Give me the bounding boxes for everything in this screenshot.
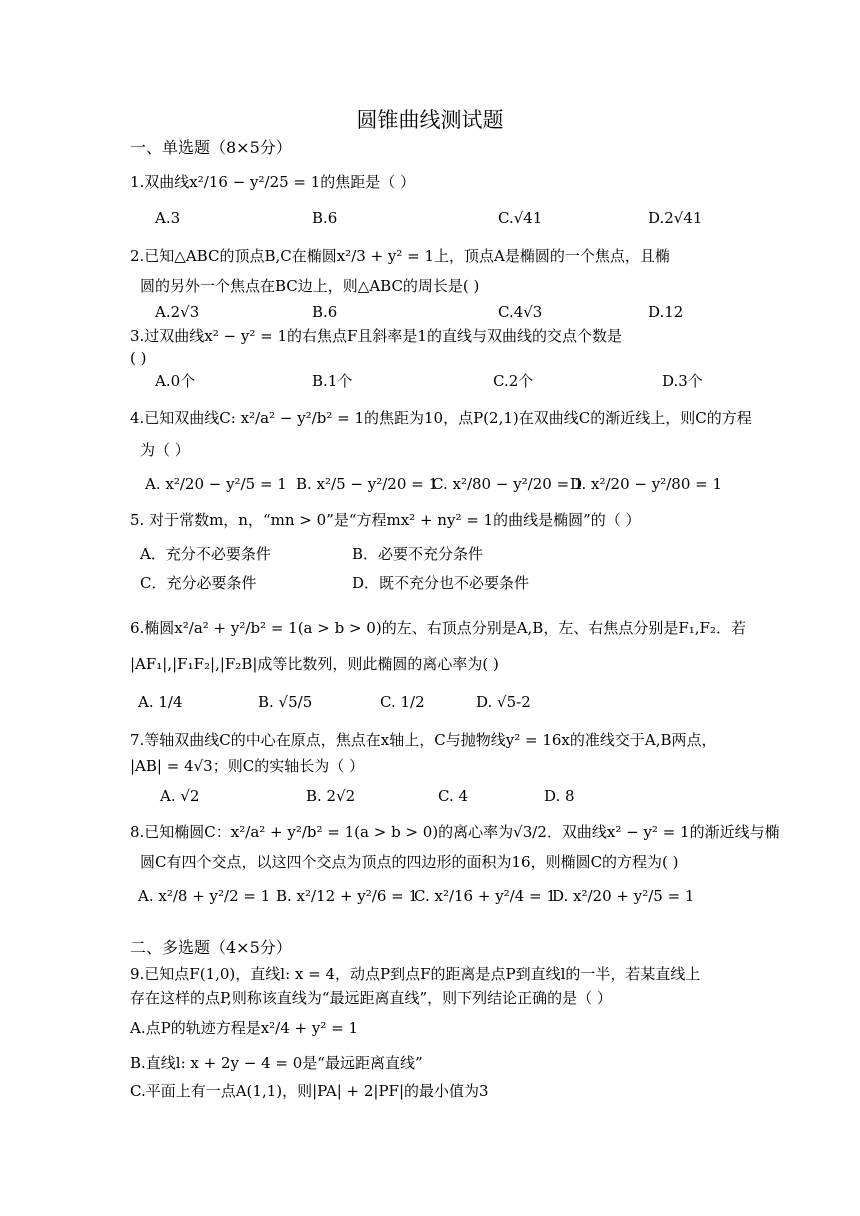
q6-option-b: B. √5/5 bbox=[258, 693, 313, 711]
question-8-line-1: 8.已知椭圆C：x²/a² + y²/b² = 1(a > b > 0)的离心率为√3/2．双曲线x² − y² = 1的渐近线与椭 bbox=[130, 823, 780, 841]
q7-option-c: C. 4 bbox=[438, 787, 469, 805]
question-7-line-1: 7.等轴双曲线C的中心在原点，焦点在x轴上，C与抛物线y² = 16x的准线交于A,B两点， bbox=[130, 731, 717, 749]
question-4-line-1: 4.已知双曲线C: x²/a² − y²/b² = 1的焦距为10，点P(2,1)在双曲线C的渐近线上，则C的方程 bbox=[130, 409, 752, 427]
q2-option-a: A.2√3 bbox=[155, 303, 200, 321]
q8-option-d: D. x²/20 + y²/5 = 1 bbox=[552, 887, 695, 905]
question-9-line-2: 存在这样的点P,则称该直线为“最远距离直线”，则下列结论正确的是（ ） bbox=[130, 989, 612, 1007]
q5-option-c: C．充分必要条件 bbox=[140, 574, 257, 592]
question-2-line-2: 圆的另外一个焦点在BC边上，则△ABC的周长是( ) bbox=[140, 277, 480, 295]
q1-option-d: D.2√41 bbox=[648, 209, 703, 227]
question-5: 5. 对于常数m，n，“mn > 0”是“方程mx² + ny² = 1的曲线是椭圆”的（ ） bbox=[130, 511, 641, 529]
q4-option-b: B. x²/5 − y²/20 = 1 bbox=[296, 475, 439, 493]
q2-option-d: D.12 bbox=[648, 303, 684, 321]
q9-option-a: A.点P的轨迹方程是x²/4 + y² = 1 bbox=[130, 1019, 359, 1037]
q5-option-a: A．充分不必要条件 bbox=[140, 545, 271, 563]
q3-option-c: C.2个 bbox=[493, 372, 534, 390]
q8-option-a: A. x²/8 + y²/2 = 1 bbox=[138, 887, 271, 905]
q6-option-a: A. 1/4 bbox=[138, 693, 183, 711]
q7-option-d: D. 8 bbox=[544, 787, 575, 805]
question-2-line-1: 2.已知△ABC的顶点B,C在椭圆x²/3 + y² = 1上，顶点A是椭圆的一个焦点，且椭 bbox=[130, 247, 670, 265]
q2-option-c: C.4√3 bbox=[498, 303, 543, 321]
question-6-line-2: |AF₁|,|F₁F₂|,|F₂B|成等比数列，则此椭圆的离心率为( ) bbox=[130, 655, 499, 673]
q6-option-d: D. √5-2 bbox=[476, 693, 531, 711]
q8-option-c: C. x²/16 + y²/4 = 1 bbox=[414, 887, 556, 905]
q4-option-c: C. x²/80 − y²/20 = 1 bbox=[432, 475, 584, 493]
question-8-line-2: 圆C有四个交点，以这四个交点为顶点的四边形的面积为16，则椭圆C的方程为( ) bbox=[140, 853, 679, 871]
question-9-line-1: 9.已知点F(1,0)，直线l: x = 4，动点P到点F的距离是点P到直线l的一半，若某直线上 bbox=[130, 965, 701, 983]
section-heading-single-choice: 一、单选题（8×5分） bbox=[130, 138, 292, 157]
q7-option-a: A. √2 bbox=[160, 787, 200, 805]
question-3-line-1: 3.过双曲线x² − y² = 1的右焦点F且斜率是1的直线与双曲线的交点个数是 bbox=[130, 327, 622, 345]
q2-option-b: B.6 bbox=[312, 303, 338, 321]
q1-option-c: C.√41 bbox=[498, 209, 543, 227]
question-6-line-1: 6.椭圆x²/a² + y²/b² = 1(a > b > 0)的左、右顶点分别是A,B，左、右焦点分别是F₁,F₂．若 bbox=[130, 619, 746, 637]
question-7-line-2: |AB| = 4√3；则C的实轴长为（ ） bbox=[130, 757, 364, 775]
q5-option-b: B．必要不充分条件 bbox=[352, 545, 484, 563]
q3-option-b: B.1个 bbox=[312, 372, 353, 390]
q9-option-b: B.直线l: x + 2y − 4 = 0是“最远距离直线” bbox=[130, 1054, 423, 1072]
q1-option-a: A.3 bbox=[155, 209, 181, 227]
q8-option-b: B. x²/12 + y²/6 = 1 bbox=[276, 887, 419, 905]
q6-option-c: C. 1/2 bbox=[380, 693, 425, 711]
page-title: 圆锥曲线测试题 bbox=[356, 108, 504, 132]
question-3-line-2: ( ) bbox=[130, 349, 147, 367]
q3-option-d: D.3个 bbox=[662, 372, 703, 390]
section-heading-multiple-choice: 二、多选题（4×5分） bbox=[130, 938, 292, 957]
q4-option-d: D. x²/20 − y²/80 = 1 bbox=[570, 475, 723, 493]
question-1: 1.双曲线x²/16 − y²/25 = 1的焦距是（ ） bbox=[130, 173, 416, 191]
q4-option-a: A. x²/20 − y²/5 = 1 bbox=[145, 475, 287, 493]
q7-option-b: B. 2√2 bbox=[306, 787, 356, 805]
q5-option-d: D．既不充分也不必要条件 bbox=[352, 574, 530, 592]
q1-option-b: B.6 bbox=[312, 209, 338, 227]
q3-option-a: A.0个 bbox=[155, 372, 196, 390]
question-4-line-2: 为（ ） bbox=[140, 441, 190, 459]
q9-option-c: C.平面上有一点A(1,1)，则|PA| + 2|PF|的最小值为3 bbox=[130, 1082, 489, 1100]
